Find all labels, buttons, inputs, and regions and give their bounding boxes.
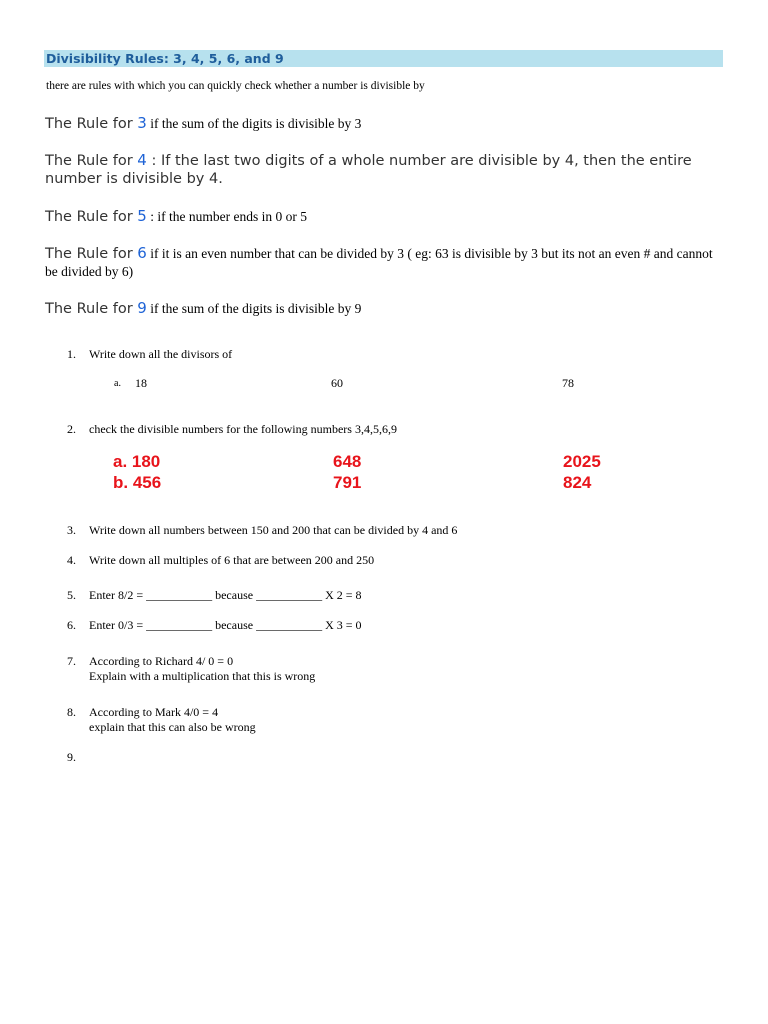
question-number: 4. xyxy=(67,553,76,567)
question-1 xyxy=(67,347,232,362)
question-7 xyxy=(67,654,233,669)
question-text: Write down all numbers between 150 and 200 that can be divided by 4 and 6 xyxy=(89,523,458,537)
divisor-item-c: 78 xyxy=(562,376,574,390)
rule-number: 9 xyxy=(137,299,147,317)
rule-number: 3 xyxy=(137,114,147,132)
rule-number: 5 xyxy=(137,207,147,225)
rule-number: 4 xyxy=(137,151,147,169)
divisor-item-b: 60 xyxy=(331,376,343,390)
question-text: According to Richard 4/ 0 = 0 xyxy=(89,654,234,668)
question-number: 9. xyxy=(67,750,76,764)
question-8-line-2: explain that this can also be wrong xyxy=(89,720,256,734)
rule-text: if the sum of the digits is divisible by 9 xyxy=(146,301,362,316)
question-3 xyxy=(67,523,457,538)
question-text: check the divisible numbers for the following numbers 3,4,5,6,9 xyxy=(89,422,397,436)
rule-lead: The Rule for xyxy=(45,209,138,225)
answer-number: 2025 xyxy=(563,452,601,471)
answer-number: 791 xyxy=(333,473,362,492)
question-text: Write down all the divisors of xyxy=(89,347,233,361)
answer-number: a. 180 xyxy=(113,452,161,471)
rule-lead: The Rule for xyxy=(45,301,138,317)
question-4 xyxy=(67,553,374,568)
question-6 xyxy=(67,618,362,633)
question-text: Enter 0/3 = ___________ because ___________ X 3 = 0 xyxy=(89,618,362,632)
question-9 xyxy=(67,750,89,765)
question-number: 2. xyxy=(67,422,76,436)
question-number: 7. xyxy=(67,654,76,668)
question-number: 6. xyxy=(67,618,76,632)
rule-4 xyxy=(45,151,725,188)
question-7-line-2: Explain with a multiplication that this is wrong xyxy=(89,669,316,683)
question-number: 3. xyxy=(67,523,76,537)
rule-3 xyxy=(45,114,725,133)
item-label-a: a. xyxy=(114,378,121,389)
rule-text: : If the last two digits of a whole number are divisible by 4, then the entire number is divisible by 4. xyxy=(45,153,692,187)
rule-number: 6 xyxy=(137,244,147,262)
question-text: Enter 8/2 = ___________ because ___________ X 2 = 8 xyxy=(89,588,362,602)
question-text: Write down all multiples of 6 that are between 200 and 250 xyxy=(89,553,375,567)
answer-number: 648 xyxy=(333,452,362,471)
rule-text: if it is an even number that can be divided by 3 ( eg: 63 is divisible by 3 but its not an even # and cannot be divided by 6) xyxy=(45,246,713,279)
question-8 xyxy=(67,705,218,720)
rule-text: if the sum of the digits is divisible by 3 xyxy=(146,116,362,131)
answer-number: b. 456 xyxy=(113,473,162,492)
page-title: Divisibility Rules: 3, 4, 5, 6, and 9 xyxy=(46,51,284,66)
rule-6 xyxy=(45,244,725,281)
question-text: According to Mark 4/0 = 4 xyxy=(89,705,219,719)
question-number: 5. xyxy=(67,588,76,602)
question-2 xyxy=(67,422,397,437)
question-number: 1. xyxy=(67,347,76,361)
intro-text: there are rules with which you can quickly check whether a number is divisible by xyxy=(46,80,425,92)
rule-lead: The Rule for xyxy=(45,153,138,169)
answer-number: 824 xyxy=(563,473,592,492)
divisor-item-a: 18 xyxy=(135,376,147,390)
rule-5 xyxy=(45,207,725,226)
rule-lead: The Rule for xyxy=(45,246,138,262)
rule-text: : if the number ends in 0 or 5 xyxy=(146,209,307,224)
question-5 xyxy=(67,588,362,603)
rule-lead: The Rule for xyxy=(45,116,138,132)
rule-9 xyxy=(45,299,725,318)
question-number: 8. xyxy=(67,705,76,719)
